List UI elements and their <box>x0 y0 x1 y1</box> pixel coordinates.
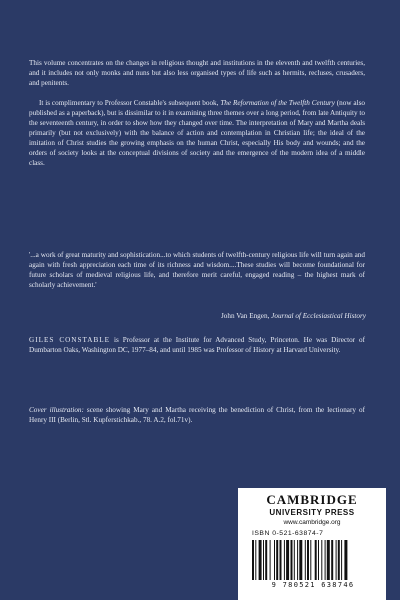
quote-source: Journal of Ecclesiastical History <box>271 312 366 320</box>
book-title-reference: The Reformation of the Twelfth Century <box>220 99 335 107</box>
cover-illustration-label: Cover illustration: <box>29 406 84 414</box>
quote-attribution <box>100 312 366 320</box>
publisher-name: CAMBRIDGE <box>266 492 358 507</box>
cover-illustration-text: scene showing Mary and Martha receiving the benediction of Christ, from the lectionary of Henry III (Berlin, Stl. Kupferstichkab., 78. A.2, fol.71v). <box>29 406 365 424</box>
description-paragraph-1: This volume concentrates on the changes in religious thought and institutions in the eleventh and twelfth centuries, and it includes not only monks and nuns but also less organised types of life such as hermits, recluses, crusaders, and penitents. <box>29 59 365 87</box>
author-bio-text: is Professor at the Institute for Advanced Study, Princeton. He was Director of Dumbarton Oaks, Washington DC, 1977–84, and until 1985 was Professor of History at Harvard University. <box>29 336 365 354</box>
publisher-url: www.cambridge.org <box>283 519 341 526</box>
review-quote: '...a work of great maturity and sophistication...to which students of twelfth-century religious life will turn again and again with fresh appreciation each time of its richness and wisdom....These studies will become foundational for future scholars of medieval religious life, and therefore merit careful, engaged reading – the highest mark of scholarly achievement.' <box>29 251 365 289</box>
barcode-icon <box>252 540 376 580</box>
description-paragraph-2 <box>29 98 365 168</box>
cover-illustration-note <box>29 405 365 425</box>
isbn-label: ISBN 0-521-63874-7 <box>252 530 324 537</box>
publisher-box <box>238 488 386 600</box>
barcode-number: 9 780521 638746 <box>271 581 355 589</box>
author-name: GILES CONSTABLE <box>29 336 111 344</box>
paragraph-2-part-b: (now also published as a paperback), but is dissimilar to it in examining three themes over a long period, from late Antiquity to the seventeenth century, in order to show how they changed over time. The interpretation of Mary and Martha deals primarily (but not exclusively) with the balance of action and contemplation in Christian life; the ideal of the imitation of Christ studies the growing emphasis on the human Christ, especially His body and wounds; and the orders of society looks at the conceptual divisions of society and the emergence of the modern idea of a middle class. <box>29 99 366 167</box>
paragraph-2-part-a: It is complimentary to Professor Constable's subsequent book, <box>39 99 221 107</box>
quote-author: John Van Engen, <box>220 312 272 320</box>
author-bio <box>29 335 365 355</box>
publisher-subtitle: UNIVERSITY PRESS <box>269 508 355 517</box>
